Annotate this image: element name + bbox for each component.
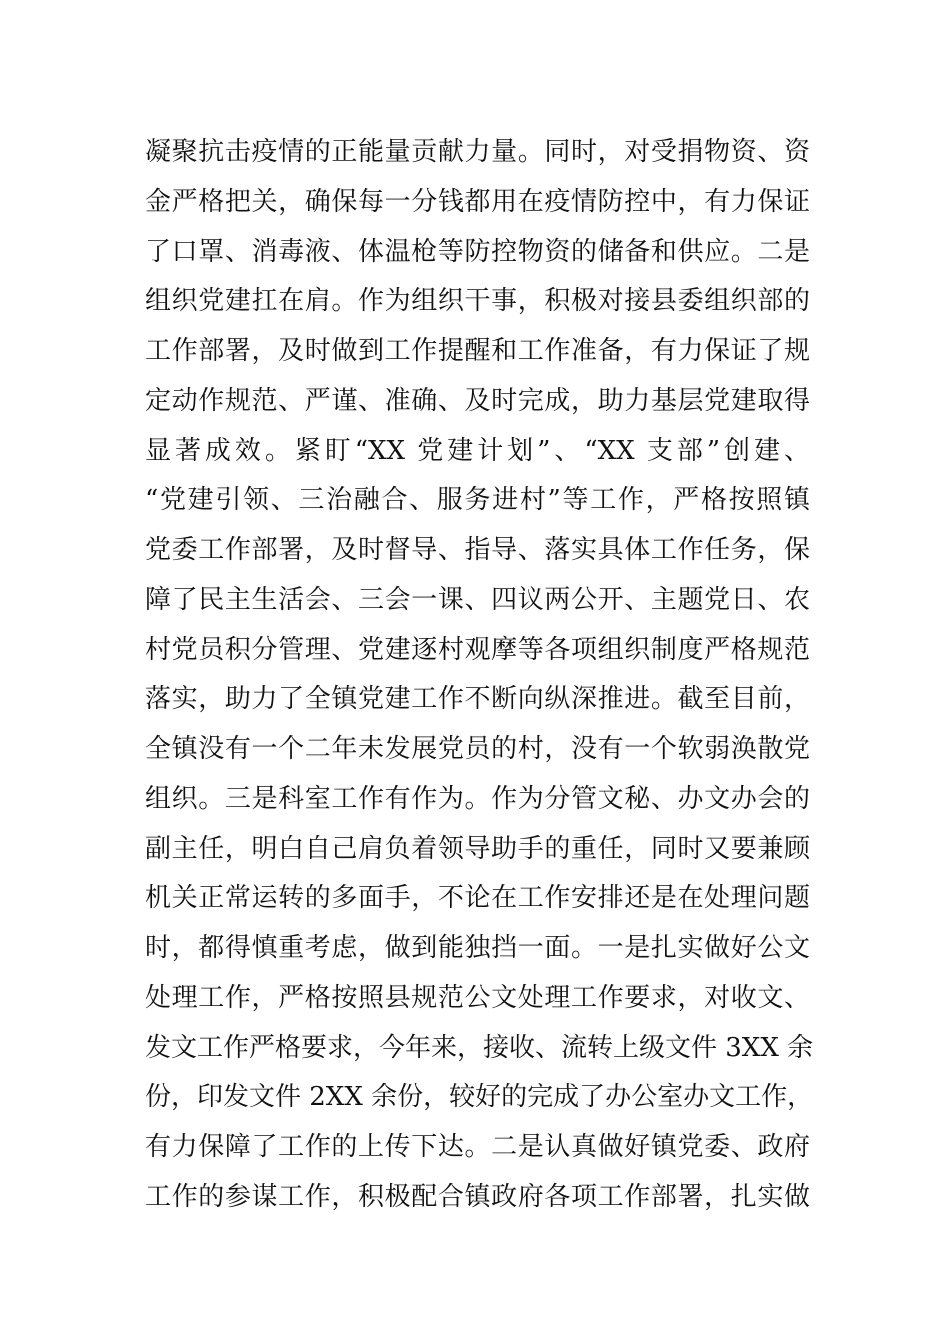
text-line: 有力保障了工作的上传下达。二是认真做好镇党委、政府	[145, 1132, 810, 1162]
text-line: 组织党建扛在肩。作为组织干事，积极对接县委组织部的	[145, 286, 810, 317]
text-line: 金严格把关，确保每一分钱都用在疫情防控中，有力保证	[145, 186, 810, 217]
text-line: 组织。三是科室工作有作为。作为分管文秘、办文办会的	[145, 783, 810, 814]
text-line: 工作部署，及时做到工作提醒和工作准备，有力保证了规	[145, 336, 810, 366]
text-line: 了口罩、消毒液、体温枪等防控物资的储备和供应。二是	[145, 236, 810, 267]
body-paragraph	[145, 128, 814, 1223]
text-line: 凝聚抗击疫情的正能量贡献力量。同时，对受捐物资、资	[145, 137, 810, 167]
text-line: 显著成效。紧盯“XX 党建计划”、“XX 支部”创建、	[145, 435, 810, 466]
text-line: 定动作规范、严谨、准确、及时完成，助力基层党建取得	[145, 385, 810, 416]
text-line: 处理工作，严格按照县规范公文处理工作要求，对收文、	[145, 982, 810, 1013]
text-line: 副主任，明白自己肩负着领导助手的重任，同时又要兼顾	[145, 833, 810, 864]
text-line: 落实，助力了全镇党建工作不断向纵深推进。截至目前，	[145, 684, 810, 715]
text-line: 份，印发文件 2XX 余份，较好的完成了办公室办文工作，	[145, 1082, 814, 1113]
text-line: 工作的参谋工作，积极配合镇政府各项工作部署，扎实做	[145, 1181, 810, 1212]
text-line: “党建引领、三治融合、服务进村”等工作，严格按照镇	[145, 485, 810, 516]
text-line: 机关正常运转的多面手，不论在工作安排还是在处理问题	[145, 883, 810, 914]
text-line: 党委工作部署，及时督导、指导、落实具体工作任务，保	[145, 535, 810, 565]
text-line: 村党员积分管理、党建逐村观摩等各项组织制度严格规范	[145, 634, 810, 665]
text-line: 时，都得慎重考虑，做到能独挡一面。一是扎实做好公文	[145, 933, 810, 963]
text-line: 发文工作严格要求，今年来，接收、流转上级文件 3XX 余	[145, 1032, 814, 1063]
text-line: 全镇没有一个二年未发展党员的村，没有一个软弱涣散党	[145, 734, 810, 764]
text-line: 障了民主生活会、三会一课、四议两公开、主题党日、农	[145, 584, 810, 615]
